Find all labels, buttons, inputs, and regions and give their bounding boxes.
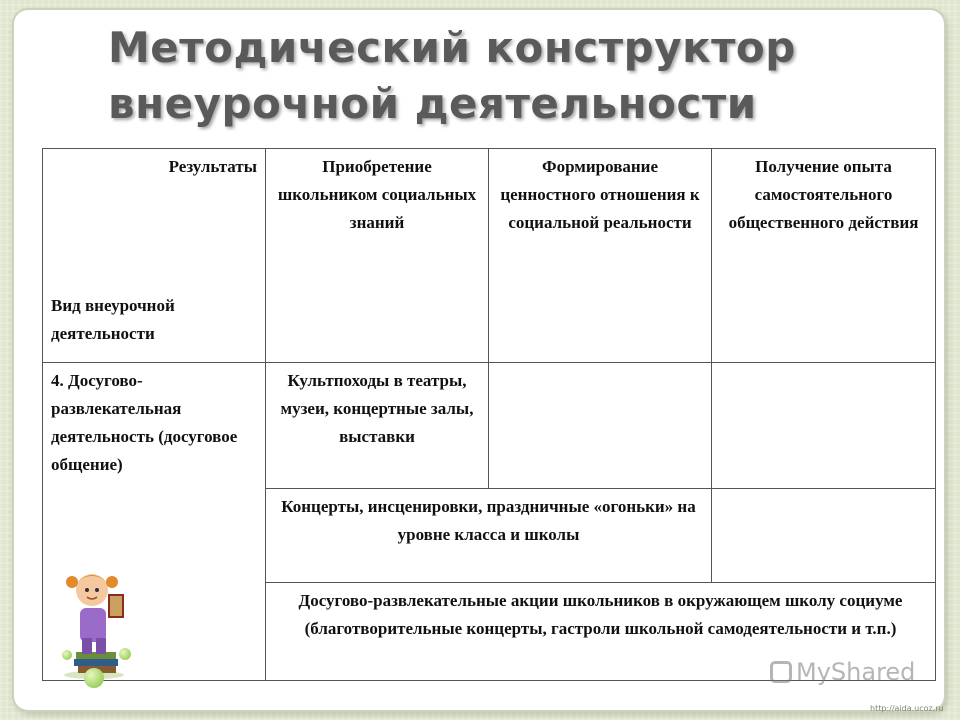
- activity-cell: 4. Досугово-развлекательная деятельность (досуговое общение): [43, 363, 266, 681]
- watermark: [770, 658, 915, 686]
- decorative-ball-icon: [62, 650, 72, 660]
- girl-with-books-icon: [52, 560, 137, 680]
- decorative-ball-icon: [119, 648, 131, 660]
- watermark-text: MyShared: [796, 658, 916, 686]
- activity-type-label: Вид внеурочной деятельности: [51, 296, 175, 343]
- table-header-row: [43, 149, 936, 363]
- corner-header-cell: [43, 149, 266, 363]
- cell-cultural-trips: Культпоходы в театры, музеи, концертные залы, выставки: [266, 363, 489, 489]
- slide-title: [108, 20, 796, 132]
- header-social-action: Получение опыта самостоятельного общественного действия: [712, 149, 936, 363]
- cell-empty: [712, 363, 936, 489]
- title-line-1: Методический конструктор: [108, 23, 796, 72]
- footer-url: http://aida.ucoz.ru: [870, 704, 944, 713]
- header-value-attitude: Формирование ценностного отношения к социальной реальности: [489, 149, 712, 363]
- decorative-ball-icon: [84, 668, 104, 688]
- results-label: Результаты: [168, 157, 257, 176]
- header-social-knowledge: Приобретение школьником социальных знаний: [266, 149, 489, 363]
- cell-empty: [489, 363, 712, 489]
- myshared-logo-icon: [770, 661, 792, 683]
- cell-concerts: Концерты, инсценировки, праздничные «огоньки» на уровне класса и школы: [266, 489, 712, 583]
- cell-leisure-actions: Досугово-развлекательные акции школьников в окружающем школу социуме (благотворительные концерты, гастроли школьной самодеятельности и т.п.): [266, 583, 936, 681]
- table-row: [43, 363, 936, 489]
- cell-empty: [712, 489, 936, 583]
- constructor-table: [42, 148, 936, 681]
- title-line-2: внеурочной деятельности: [108, 79, 757, 128]
